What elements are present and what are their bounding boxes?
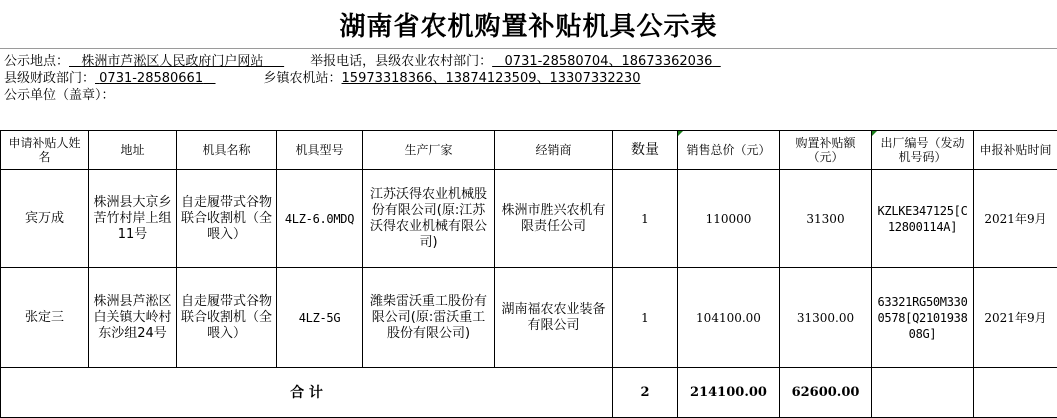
- cell-name: 宾万成: [1, 170, 89, 268]
- total-empty-serial: [872, 368, 974, 418]
- township-value: 15973318366、13874123509、13307332230: [342, 71, 641, 86]
- cell-subsidy: 31300: [780, 170, 872, 268]
- header-total-price: 销售总价（元）: [678, 131, 780, 170]
- cell-marker: [872, 131, 877, 136]
- finance-label: 县级财政部门：: [4, 71, 95, 86]
- subsidy-table: [0, 130, 1057, 418]
- info-line-1: [4, 53, 721, 70]
- info-line-3: [4, 87, 115, 104]
- cell-quantity: 1: [613, 170, 678, 268]
- report-value: 0731-28580704、18673362036: [492, 54, 721, 69]
- table-header-row: [1, 131, 1057, 170]
- cell-total-price: 104100.00: [678, 268, 780, 368]
- header-manufacturer: 生产厂家: [363, 131, 495, 170]
- info-line-2: [4, 70, 640, 87]
- total-subsidy: 62600.00: [780, 368, 872, 418]
- cell-total-price: 110000: [678, 170, 780, 268]
- title-divider: [0, 48, 1057, 49]
- report-label: 举报电话，县级农业农村部门：: [310, 54, 492, 69]
- cell-marker: [678, 131, 683, 136]
- cell-address: 株洲县芦淞区白关镇大岭村东沙组24号: [89, 268, 177, 368]
- cell-model: 4LZ-6.0MDQ: [277, 170, 363, 268]
- location-label: 公示地点：: [4, 54, 69, 69]
- header-name: 申请补贴人姓名: [1, 131, 89, 170]
- location-value: 株洲市芦淞区人民政府门户网站: [69, 54, 284, 69]
- cell-manufacturer: 潍柴雷沃重工股份有限公司(原:雷沃重工股份有限公司): [363, 268, 495, 368]
- cell-date: 2021年9月: [974, 268, 1057, 368]
- total-quantity: 2: [613, 368, 678, 418]
- table-row: [1, 268, 1057, 368]
- header-quantity: 数量: [613, 131, 678, 170]
- cell-dealer: 株洲市胜兴农机有限责任公司: [495, 170, 613, 268]
- cell-quantity: 1: [613, 268, 678, 368]
- cell-machine-name: 自走履带式谷物联合收割机（全喂入）: [177, 268, 277, 368]
- total-row: [1, 368, 1057, 418]
- total-price: 214100.00: [678, 368, 780, 418]
- finance-value: 0731-28580661: [95, 71, 216, 86]
- cell-name: 张定三: [1, 268, 89, 368]
- header-subsidy: 购置补贴额（元）: [780, 131, 872, 170]
- header-dealer: 经销商: [495, 131, 613, 170]
- cell-address: 株洲县大京乡苦竹村岸上组11号: [89, 170, 177, 268]
- township-label: 乡镇农机站：: [264, 71, 342, 86]
- header-date: 申报补贴时间: [974, 131, 1057, 170]
- total-empty-date: [974, 368, 1057, 418]
- header-machine-name: 机具名称: [177, 131, 277, 170]
- header-serial: 出厂编号（发动机号码）: [872, 131, 974, 170]
- cell-model: 4LZ-5G: [277, 268, 363, 368]
- total-label: 合 计: [1, 368, 613, 418]
- cell-subsidy: 31300.00: [780, 268, 872, 368]
- cell-manufacturer: 江苏沃得农业机械股份有限公司(原:江苏沃得农业机械有限公司): [363, 170, 495, 268]
- cell-machine-name: 自走履带式谷物联合收割机（全喂入）: [177, 170, 277, 268]
- header-model: 机具型号: [277, 131, 363, 170]
- cell-serial: KZLKE347125[C12800114A]: [872, 170, 974, 268]
- unit-label: 公示单位（盖章）：: [4, 88, 115, 103]
- page-title: 湖南省农机购置补贴机具公示表: [0, 0, 1057, 48]
- cell-dealer: 湖南福农农业装备有限公司: [495, 268, 613, 368]
- header-address: 地址: [89, 131, 177, 170]
- cell-date: 2021年9月: [974, 170, 1057, 268]
- cell-serial: 63321RG50M3300578[Q210193808G]: [872, 268, 974, 368]
- table-row: [1, 170, 1057, 268]
